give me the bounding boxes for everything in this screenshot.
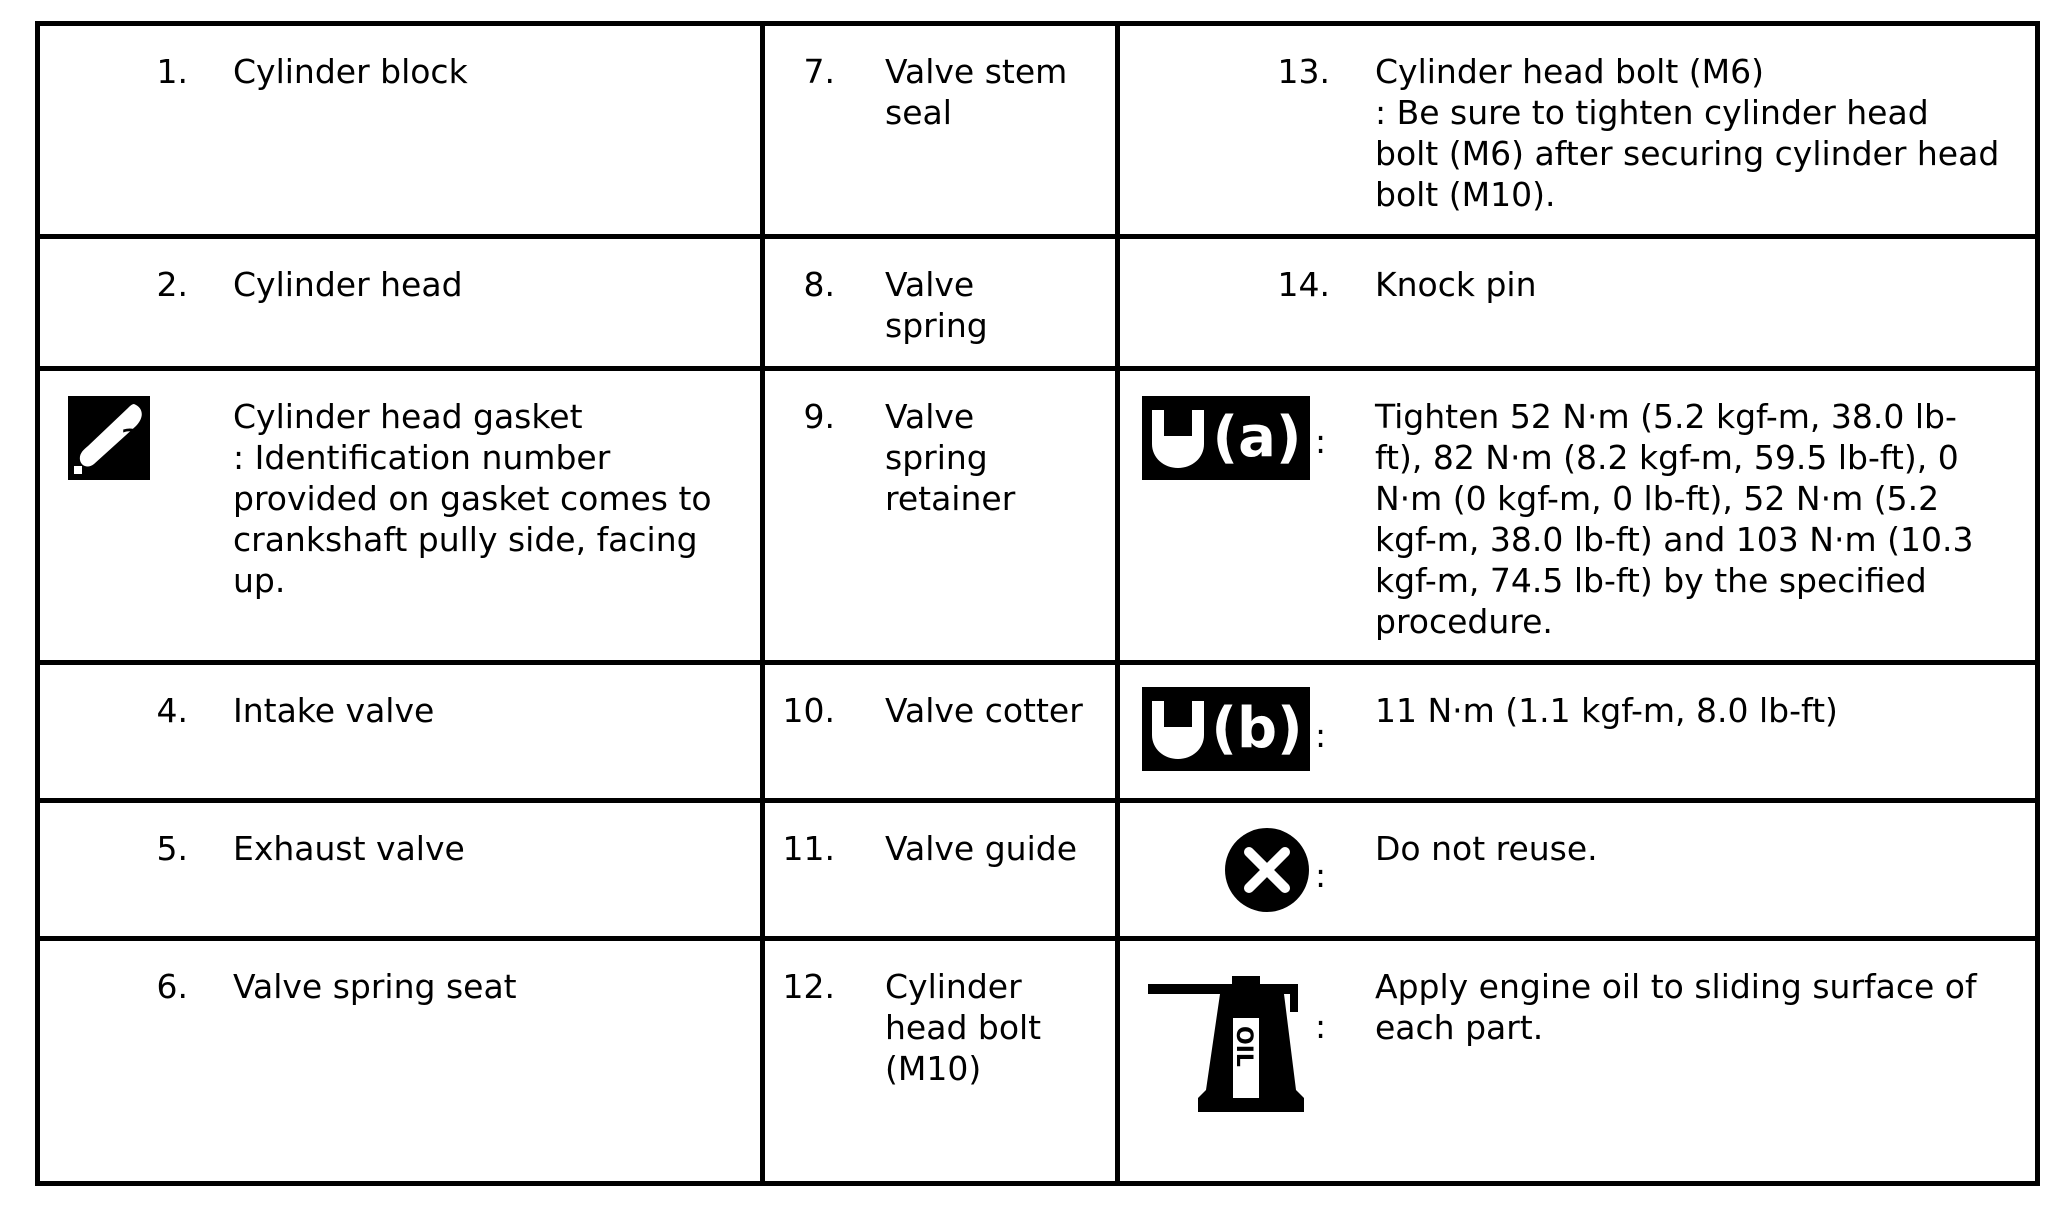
symbol-colon: :	[1315, 422, 1327, 461]
item-number: 6.	[156, 967, 188, 1006]
legend-cell	[1118, 237, 2038, 369]
item-label: Exhaust valve	[233, 829, 465, 868]
legend-cell	[38, 369, 763, 663]
item-label: Valve spring seat	[233, 967, 517, 1006]
do-not-reuse-icon	[1224, 827, 1310, 913]
item-label: Tighten 52 N·m (5.2 kgf-m, 38.0 lb- ft), 82 N·m (8.2 kgf-m, 59.5 lb-ft), 0 N·m (0 kgf-m, 0 lb-ft), 52 N·m (5.2 kgf-m, 38.0 lb-ft) and 103 N·m (10.3 kgf-m, 74.5 lb-ft) by the specified procedure.	[1375, 397, 1974, 641]
legend-cell	[38, 237, 763, 369]
item-label: Cylinder head bolt (M6) : Be sure to tighten cylinder head bolt (M6) after securing cylinder head bolt (M10).	[1375, 52, 2000, 214]
legend-cell	[1118, 369, 2038, 663]
item-label: Valve cotter	[885, 691, 1083, 730]
oil-label: OIL	[1231, 1026, 1256, 1067]
table-row	[38, 939, 2038, 1184]
item-number: 11.	[782, 829, 835, 868]
legend-cell	[1118, 801, 2038, 939]
table-row	[38, 663, 2038, 801]
item-label: Cylinder head gasket : Identification number provided on gasket comes to crankshaft pully side, facing up.	[233, 397, 712, 600]
item-label: Cylinder head	[233, 265, 463, 304]
item-number: 3.	[120, 422, 152, 461]
item-number: 14.	[1277, 265, 1330, 304]
item-label: Valve spring	[885, 265, 988, 345]
item-number: 5.	[156, 829, 188, 868]
item-number: 8.	[803, 265, 835, 304]
symbol-colon: :	[1315, 1007, 1327, 1046]
legend-cell	[763, 24, 1118, 237]
legend-cell	[763, 939, 1118, 1184]
torque-wrench-icon	[1142, 687, 1310, 771]
legend-cell	[38, 801, 763, 939]
oil-can-icon	[1148, 966, 1313, 1116]
item-number: 10.	[782, 691, 835, 730]
torque-wrench-icon	[1142, 396, 1310, 480]
legend-cell	[1118, 939, 2038, 1184]
legend-cell	[38, 663, 763, 801]
legend-cell	[38, 939, 763, 1184]
item-label: 11 N·m (1.1 kgf-m, 8.0 lb-ft)	[1375, 691, 1838, 730]
table-row	[38, 24, 2038, 237]
item-number: 2.	[156, 265, 188, 304]
symbol-colon: :	[1315, 856, 1327, 895]
item-label: Apply engine oil to sliding surface of each part.	[1375, 967, 1977, 1047]
table-row	[38, 369, 2038, 663]
item-label: Do not reuse.	[1375, 829, 1598, 868]
torque-label: (b)	[1211, 696, 1303, 761]
parts-legend-table	[35, 21, 2040, 1186]
item-label: Valve stem seal	[885, 52, 1068, 132]
item-number: 4.	[156, 691, 188, 730]
item-number: 7.	[803, 52, 835, 91]
item-label: Cylinder head bolt (M10)	[885, 967, 1042, 1088]
legend-cell	[763, 801, 1118, 939]
item-number: 13.	[1277, 52, 1330, 91]
legend-cell	[1118, 24, 2038, 237]
legend-cell	[763, 663, 1118, 801]
item-label: Valve guide	[885, 829, 1078, 868]
legend-cell	[38, 24, 763, 237]
legend-cell	[763, 237, 1118, 369]
symbol-colon: :	[1315, 716, 1327, 755]
table-row	[38, 237, 2038, 369]
item-label: Cylinder block	[233, 52, 468, 91]
item-number: 9.	[803, 397, 835, 436]
table-row	[38, 801, 2038, 939]
item-label: Valve spring retainer	[885, 397, 1016, 518]
item-label: Knock pin	[1375, 265, 1537, 304]
item-number: 1.	[156, 52, 188, 91]
item-label: Intake valve	[233, 691, 435, 730]
legend-cell	[763, 369, 1118, 663]
torque-label: (a)	[1212, 405, 1302, 470]
legend-cell	[1118, 663, 2038, 801]
item-number: 12.	[782, 967, 835, 1006]
